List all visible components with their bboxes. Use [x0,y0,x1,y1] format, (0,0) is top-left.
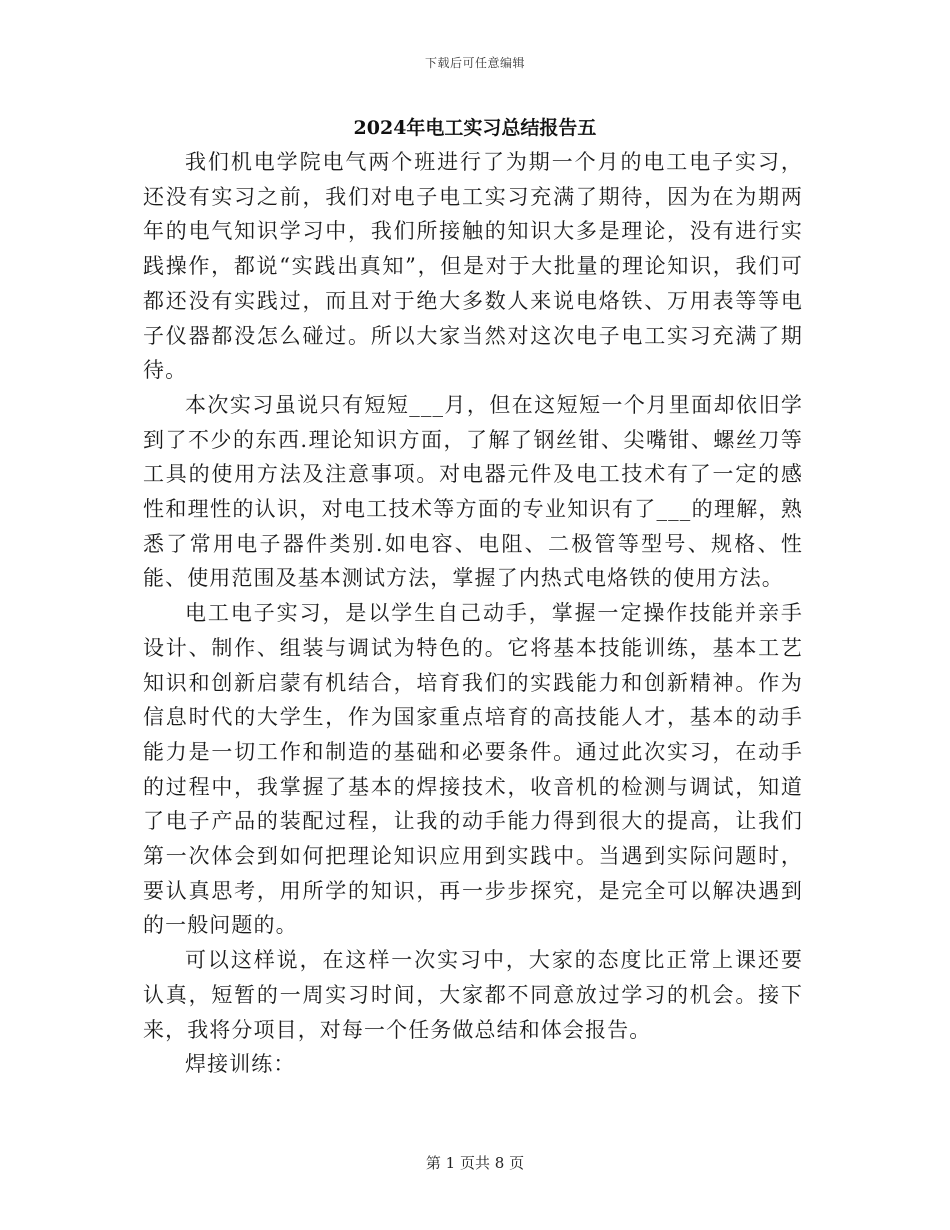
paragraph-4: 可以这样说，在这样一次实习中，大家的态度比正常上课还要认真，短暂的一周实习时间，大家都不同意放过学习的机会。接下来，我将分项目，对每一个任务做总结和体会报告。 [143,948,803,1042]
header-note: 下载后可任意编辑 [424,56,525,70]
page-footer: 第 1 页共 8 页 [425,1154,525,1172]
section-label-welding: 焊接训练： [185,1052,296,1077]
paragraph-3: 电工电子实习，是以学生自己动手，掌握一定操作技能并亲手设计、制作、组装与调试为特色的。它将基本技能训练，基本工艺知识和创新启蒙有机结合，培育我们的实践能力和创新精神。作为信息时代的大学生，作为国家重点培育的高技能人才，基本的动手能力是一切工作和制造的基础和必要条件。通过此次实习，在动手的过程中，我掌握了基本的焊接技术，收音机的检测与调试，知道了电子产品的装配过程，让我的动手能力得到很大的提高，让我们第一次体会到如何把理论知识应用到实践中。当遇到实际问题时，要认真思考，用所学的知识，再一步步探究，是完全可以解决遇到的一般问题的。 [143,601,803,938]
paragraph-2: 本次实习虽说只有短短___月，但在这短短一个月里面却依旧学到了不少的东西.理论知识方面，了解了钢丝钳、尖嘴钳、螺丝刀等工具的使用方法及注意事项。对电器元件及电工技术有了一定的感性和理性的认识，对电工技术等方面的专业知识有了___的理解，熟悉了常用电子器件类别.如电容、电阻、二极管等型号、规格、性能、使用范围及基本测试方法，掌握了内热式电烙铁的使用方法。 [143,392,803,591]
document-body [143,145,803,1082]
paragraph-1: 我们机电学院电气两个班进行了为期一个月的电工电子实习，还没有实习之前，我们对电子电工实习充满了期待，因为在为期两年的电气知识学习中，我们所接触的知识大多是理论，没有进行实践操作，都说“实践出真知”，但是对于大批量的理论知识，我们可都还没有实践过，而且对于绝大多数人来说电烙铁、万用表等等电子仪器都没怎么碰过。所以大家当然对这次电子电工实习充满了期待。 [143,150,803,383]
document-title: 2024年电工实习总结报告五 [353,117,597,139]
